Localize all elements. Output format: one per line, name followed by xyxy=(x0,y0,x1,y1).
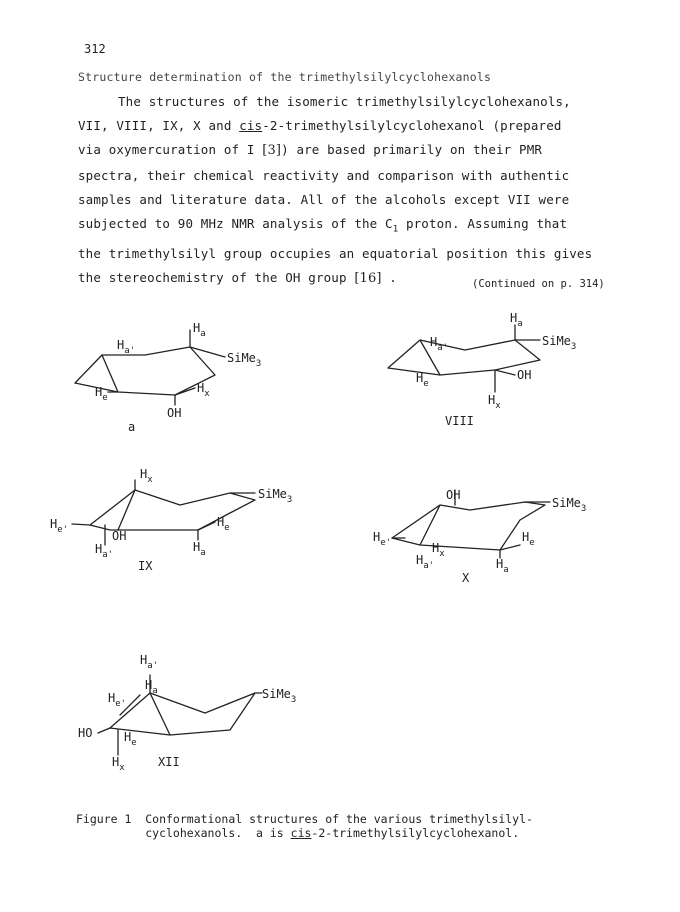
viii-hap: $H_{a'}$ xyxy=(430,335,449,353)
para-line-6: subjected to 90 MHz NMR analysis of the $C_1$ proton. Assuming that xyxy=(78,216,568,235)
viii-sime3: SiMe$_3$ xyxy=(542,334,577,352)
citation-ref: [3] xyxy=(262,143,282,159)
x-hap: $H_{a'}$ xyxy=(416,553,435,571)
x-ha: $H_a$ xyxy=(496,557,509,575)
structure-ix xyxy=(72,480,255,545)
para-line-2: VII, VIII, IX, X and cis-2-trimethylsilylcyclohexanol (prepared xyxy=(78,118,562,134)
para-line-1: The structures of the isomeric trimethylsilylcyclohexanols, xyxy=(118,94,571,109)
x-oh: OH xyxy=(446,488,461,502)
para-line-8: the stereochemistry of the OH group [16] . xyxy=(78,269,397,286)
page-number: 312 xyxy=(84,42,106,56)
viii-oh: OH xyxy=(517,368,532,382)
figure-caption: Figure 1 Conformational structures of the various trimethylsilyl- cyclohexanols. a is cis-2-trimethylsilylcyclohexanol. xyxy=(76,812,533,840)
x-label: X xyxy=(462,571,470,585)
ix-oh: OH xyxy=(112,529,127,543)
x-sime3: SiMe$_3$ xyxy=(552,496,587,514)
xii-ho: HO xyxy=(78,726,93,740)
xii-he: $H_e$ xyxy=(124,730,137,748)
ix-ha: $H_a$ xyxy=(193,540,206,558)
viii-ha: $H_a$ xyxy=(510,311,523,329)
ix-hx: $H_x$ xyxy=(140,467,153,485)
xii-hep: $H_{e'}$ xyxy=(108,691,127,709)
para-line-3: via oxymercuration of I [3]) are based primarily on their PMR xyxy=(78,142,543,159)
xii-sime3: SiMe$_3$ xyxy=(262,687,297,705)
para-line-4: spectra, their chemical reactivity and comparison with authentic xyxy=(78,167,570,183)
citation-ref: [16] xyxy=(354,270,382,286)
xii-label: XII xyxy=(158,755,180,769)
a-hap: $H_{a'}$ xyxy=(117,338,136,356)
ix-hap: $H_{a'}$ xyxy=(95,542,114,560)
structure-x xyxy=(392,490,550,558)
section-heading: Structure determination of the trimethylsilylcyclohexanols xyxy=(78,70,492,84)
viii-hx: $H_x$ xyxy=(488,393,501,411)
a-ha: $H_a$ xyxy=(193,321,206,339)
x-he: $H_e$ xyxy=(522,530,535,548)
a-oh: OH xyxy=(167,406,182,420)
a-he: $H_e$ xyxy=(95,385,108,403)
ix-sime3: SiMe$_3$ xyxy=(258,487,293,505)
para-line-5: samples and literature data. All of the alcohols except VII were xyxy=(78,191,570,207)
viii-label: VIII xyxy=(445,414,474,428)
ix-label: IX xyxy=(138,559,153,573)
ix-he: $H_e$ xyxy=(217,515,230,533)
xii-hap: $H_{a'}$ xyxy=(140,653,159,671)
x-hx: $H_x$ xyxy=(432,541,445,559)
ix-hep: $H_{e'}$ xyxy=(50,517,69,535)
a-sime3: SiMe$_3$ xyxy=(227,351,262,369)
continued-note: (Continued on p. 314) xyxy=(472,278,605,290)
x-hep: $H_{e'}$ xyxy=(373,530,392,548)
viii-he: $H_e$ xyxy=(416,371,429,389)
xii-hx: $H_x$ xyxy=(112,755,125,773)
para-line-7: the trimethylsilyl group occupies an equatorial position this gives xyxy=(78,245,593,261)
a-label: a xyxy=(128,420,136,434)
a-hx: $H_x$ xyxy=(197,381,210,399)
xii-ha: $H_a$ xyxy=(145,678,158,696)
structure-xii xyxy=(98,675,262,755)
